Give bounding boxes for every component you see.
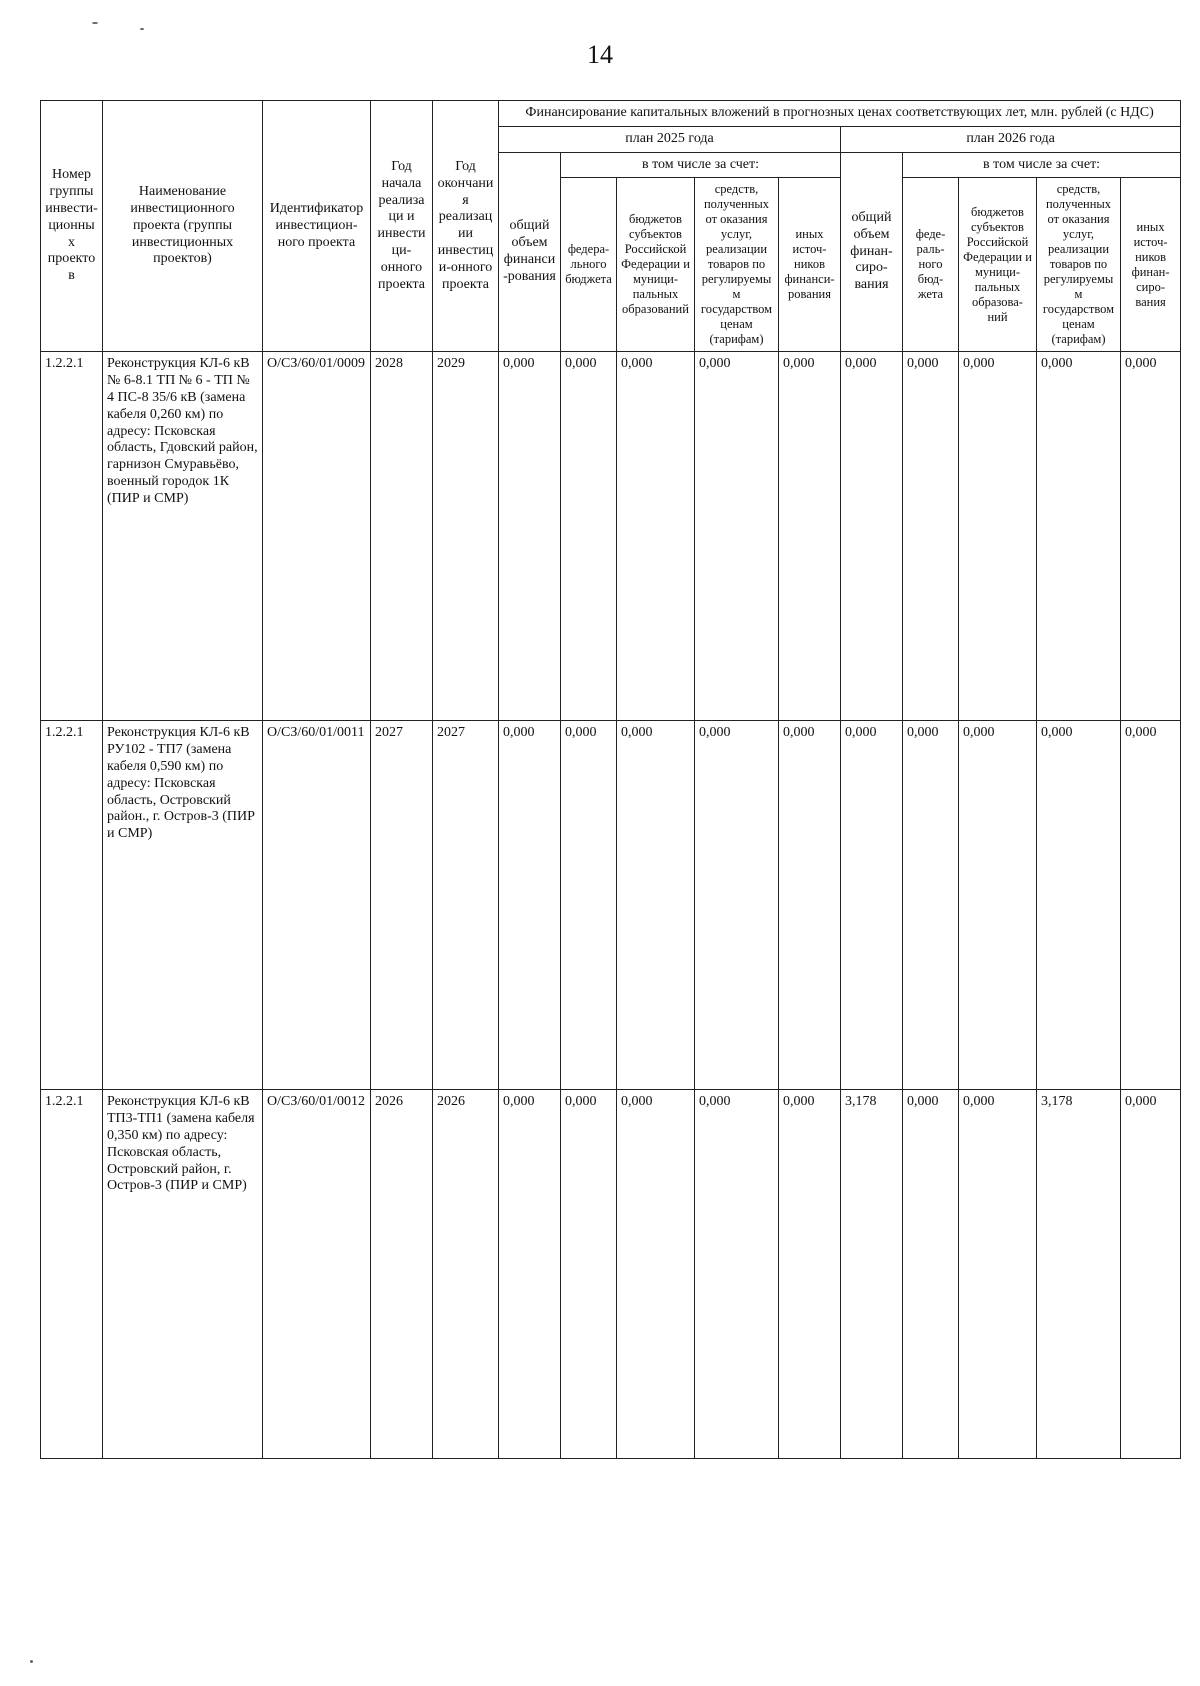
cell-regional-2025: 0,000 [617,1090,695,1459]
cell-year-start: 2027 [371,721,433,1090]
cell-total-2026: 3,178 [841,1090,903,1459]
table-row [41,1090,1181,1459]
header-regional-2025: бюджетов субъектов Российской Федерации и муници-пальных образований [617,178,695,352]
cell-other-2026: 0,000 [1121,721,1181,1090]
header-including-2026: в том числе за счет: [903,152,1181,178]
cell-year-end: 2026 [433,1090,499,1459]
header-identifier: Идентификатор инвестицион-ного проекта [263,101,371,352]
header-group-number: Номер группы инвести-ционных проекто в [41,101,103,352]
header-financing: Финансирование капитальных вложений в прогнозных ценах соответствующих лет, млн. рублей (с НДС) [499,101,1181,127]
header-federal-2025: федера-льного бюджета [561,178,617,352]
cell-project-name: Реконструкция КЛ-6 кВ № 6-8.1 ТП № 6 - ТП № 4 ПС-8 35/6 кВ (замена кабеля 0,260 км) по адресу: Псковская область, Гдовский район, гарнизон Смуравьёво, военный городок 1К (ПИР и СМР) [103,352,263,721]
cell-project-name: Реконструкция КЛ-6 кВ РУ102 - ТП7 (замена кабеля 0,590 км) по адресу: Псковская область, Островский район., г. Остров-3 (ПИР и СМР) [103,721,263,1090]
header-tariff-2025: средств, полученных от оказания услуг, реализации товаров по регулируемым государством ценам (тарифам) [695,178,779,352]
cell-other-2025: 0,000 [779,1090,841,1459]
header-total-2026: общий объем финан-сиро-вания [841,152,903,352]
cell-federal-2025: 0,000 [561,1090,617,1459]
page-number: 14 [587,40,613,69]
cell-identifier: О/СЗ/60/01/0012 [263,1090,371,1459]
cell-other-2026: 0,000 [1121,352,1181,721]
cell-year-end: 2029 [433,352,499,721]
scan-speck [92,22,98,24]
scan-speck [30,1660,33,1663]
financing-table-container [40,100,1170,1459]
cell-tariff-2025: 0,000 [695,1090,779,1459]
cell-federal-2025: 0,000 [561,721,617,1090]
cell-total-2025: 0,000 [499,721,561,1090]
cell-other-2025: 0,000 [779,352,841,721]
header-other-2025: иных источ-ников финанси-рования [779,178,841,352]
cell-tariff-2025: 0,000 [695,721,779,1090]
header-other-2026: иных источ-ников финан-сиро-вания [1121,178,1181,352]
cell-identifier: О/СЗ/60/01/0009 [263,352,371,721]
header-plan-2025: план 2025 года [499,126,841,152]
cell-year-end: 2027 [433,721,499,1090]
financing-table [40,100,1181,1459]
header-tariff-2026: средств, полученных от оказания услуг, реализации товаров по регулируемым государством ценам (тарифам) [1037,178,1121,352]
table-row [41,721,1181,1090]
cell-total-2025: 0,000 [499,352,561,721]
header-plan-2026: план 2026 года [841,126,1181,152]
cell-regional-2026: 0,000 [959,352,1037,721]
table-row [41,352,1181,721]
cell-total-2026: 0,000 [841,352,903,721]
scan-speck [140,28,144,30]
header-year-start: Год начала реализаци и инвестици-онного проекта [371,101,433,352]
header-year-end: Год окончания реализации инвестици-онного проекта [433,101,499,352]
header-including-2025: в том числе за счет: [561,152,841,178]
cell-tariff-2026: 0,000 [1037,721,1121,1090]
header-project-name: Наименование инвестиционного проекта (группы инвестиционных проектов) [103,101,263,352]
cell-total-2025: 0,000 [499,1090,561,1459]
cell-identifier: О/СЗ/60/01/0011 [263,721,371,1090]
cell-tariff-2026: 3,178 [1037,1090,1121,1459]
cell-group: 1.2.2.1 [41,352,103,721]
cell-group: 1.2.2.1 [41,721,103,1090]
cell-project-name: Реконструкция КЛ-6 кВ ТП3-ТП1 (замена кабеля 0,350 км) по адресу: Псковская область, Островский район, г. Остров-3 (ПИР и СМР) [103,1090,263,1459]
cell-regional-2025: 0,000 [617,352,695,721]
cell-group: 1.2.2.1 [41,1090,103,1459]
cell-federal-2026: 0,000 [903,1090,959,1459]
cell-federal-2026: 0,000 [903,721,959,1090]
cell-tariff-2026: 0,000 [1037,352,1121,721]
cell-tariff-2025: 0,000 [695,352,779,721]
cell-regional-2025: 0,000 [617,721,695,1090]
cell-federal-2025: 0,000 [561,352,617,721]
header-total-2025: общий объем финанси-рования [499,152,561,352]
header-federal-2026: феде-раль-ного бюд-жета [903,178,959,352]
header-regional-2026: бюджетов субъектов Российской Федерации и муници-пальных образова-ний [959,178,1037,352]
cell-year-start: 2028 [371,352,433,721]
cell-other-2026: 0,000 [1121,1090,1181,1459]
cell-total-2026: 0,000 [841,721,903,1090]
cell-other-2025: 0,000 [779,721,841,1090]
cell-year-start: 2026 [371,1090,433,1459]
cell-regional-2026: 0,000 [959,721,1037,1090]
cell-federal-2026: 0,000 [903,352,959,721]
cell-regional-2026: 0,000 [959,1090,1037,1459]
